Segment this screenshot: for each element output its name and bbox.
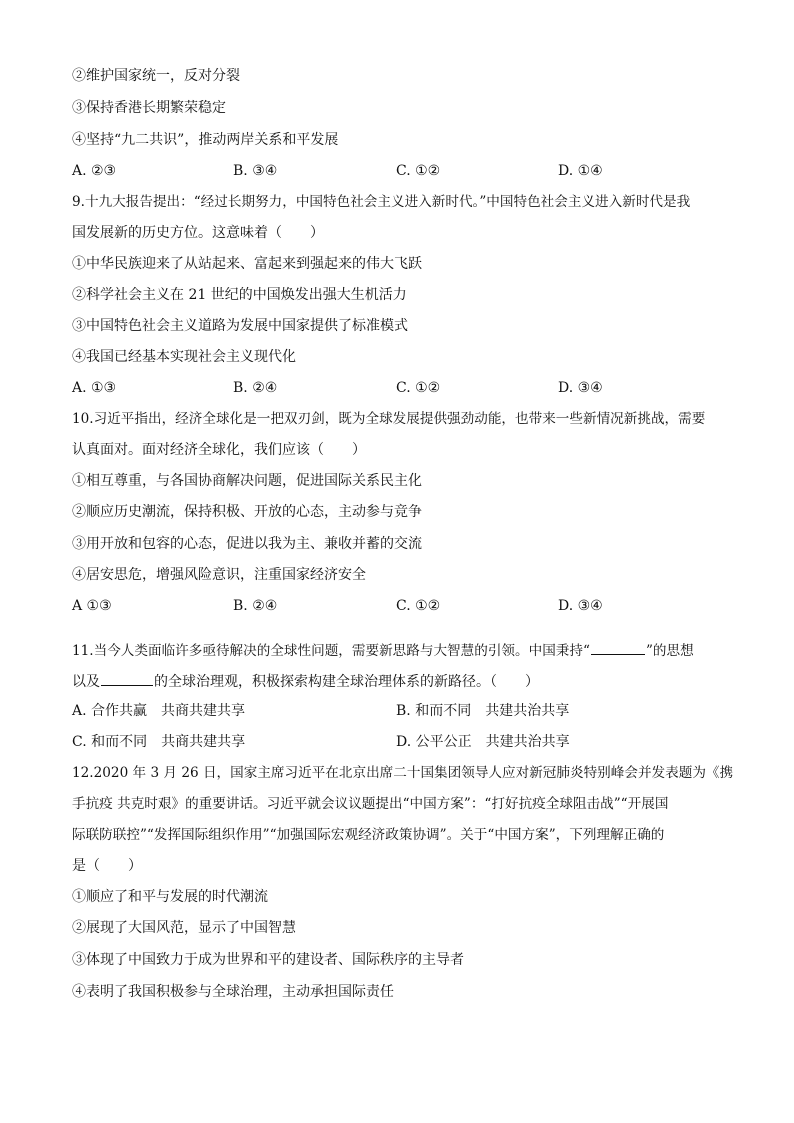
q9-option-a[interactable]: A. ①③	[72, 380, 117, 396]
q10-item-2: ②顺应历史潮流，保持积极、开放的心态，主动参与竞争	[72, 504, 422, 520]
q9-item-3: ③中国特色社会主义道路为发展中国家提供了标准模式	[72, 318, 408, 334]
q10-stem-line1: 10.习近平指出，经济全球化是一把双刃剑，既为全球发展提供强劲动能，也带来一些新情况新挑战，需要	[72, 411, 706, 427]
q11-stem-line1	[72, 640, 694, 658]
q11-option-b[interactable]: B. 和而不同 共建共治共享	[396, 703, 570, 719]
q8-option-b[interactable]: B. ③④	[233, 163, 278, 179]
q11-blank-2	[101, 671, 153, 686]
q12-stem-line1: 12.2020 年 3 月 26 日，国家主席习近平在北京出席二十国集团领导人应对新冠肺炎特别峰会并发表题为《携	[72, 765, 734, 781]
q11-blank-1	[591, 640, 645, 655]
q9-item-1: ①中华民族迎来了从站起来、富起来到强起来的伟大飞跃	[72, 256, 422, 272]
q8-options	[72, 162, 722, 180]
q11-stem-line2-pre: 以及	[72, 674, 100, 690]
q10-item-1: ①相互尊重，与各国协商解决问题，促进国际关系民主化	[72, 473, 422, 489]
q10-item-4: ④居安思危，增强风险意识，注重国家经济安全	[72, 567, 366, 583]
q11-option-d[interactable]: D. 公平公正 共建共治共享	[396, 734, 570, 750]
q12-stem-line3: 际联防联控”“发挥国际组织作用”“加强国际宏观经济政策协调”。关于“中国方案”，下列理解正确的	[72, 827, 665, 843]
q12-item-2: ②展现了大国风范，显示了中国智慧	[72, 920, 296, 936]
q9-stem-line2: 国发展新的历史方位。这意味着（ ）	[72, 225, 324, 241]
q12-item-4: ④表明了我国积极参与全球治理，主动承担国际责任	[72, 984, 394, 1000]
q11-stem-line2-post: 的全球治理观，积极探索构建全球治理体系的新路径。（ ）	[154, 674, 539, 690]
q10-option-d[interactable]: D. ③④	[558, 598, 603, 614]
q8-option-d[interactable]: D. ①④	[558, 163, 603, 179]
q11-stem-line2	[72, 671, 539, 689]
q9-item-2: ②科学社会主义在 21 世纪的中国焕发出强大生机活力	[72, 287, 407, 303]
q9-option-c[interactable]: C. ①②	[396, 380, 441, 396]
q10-option-a[interactable]: A ①③	[72, 598, 112, 614]
q8-option-a[interactable]: A. ②③	[72, 163, 117, 179]
q8-item-2: ②维护国家统一，反对分裂	[72, 68, 240, 84]
q11-option-c[interactable]: C. 和而不同 共商共建共享	[72, 734, 246, 750]
q10-option-b[interactable]: B. ②④	[233, 598, 278, 614]
q12-item-1: ①顺应了和平与发展的时代潮流	[72, 889, 268, 905]
q10-stem-line2: 认真面对。面对经济全球化，我们应该（ ）	[72, 442, 366, 458]
q10-item-3: ③用开放和包容的心态，促进以我为主、兼收并蓄的交流	[72, 536, 422, 552]
q10-option-c[interactable]: C. ①②	[396, 598, 441, 614]
q9-stem-line1: 9.十九大报告提出：“经过长期努力，中国特色社会主义进入新时代。”中国特色社会主义进入新时代是我	[72, 194, 691, 210]
q11-option-a[interactable]: A. 合作共赢 共商共建共享	[72, 703, 246, 719]
q9-option-b[interactable]: B. ②④	[233, 380, 278, 396]
q11-stem-line1-pre: 11.当今人类面临许多亟待解决的全球性问题，需要新思路与大智慧的引领。中国秉持“	[72, 643, 590, 659]
q11-stem-line1-post: ”的思想	[645, 643, 694, 659]
q8-item-3: ③保持香港长期繁荣稳定	[72, 100, 226, 116]
q8-option-c[interactable]: C. ①②	[396, 163, 441, 179]
q8-item-4: ④坚持“九二共识”，推动两岸关系和平发展	[72, 132, 339, 148]
q10-options	[72, 597, 722, 615]
q9-options	[72, 379, 722, 397]
q12-item-3: ③体现了中国致力于成为世界和平的建设者、国际秩序的主导者	[72, 952, 464, 968]
q12-stem-line4: 是（ ）	[72, 858, 142, 874]
q9-item-4: ④我国已经基本实现社会主义现代化	[72, 349, 296, 365]
q9-option-d[interactable]: D. ③④	[558, 380, 603, 396]
q12-stem-line2: 手抗疫 共克时艰》的重要讲话。习近平就会议议题提出“中国方案”：“打好抗疫全球阻击战”“开展国	[72, 796, 669, 812]
q11-options-row1	[72, 702, 722, 720]
q11-options-row2	[72, 733, 722, 751]
